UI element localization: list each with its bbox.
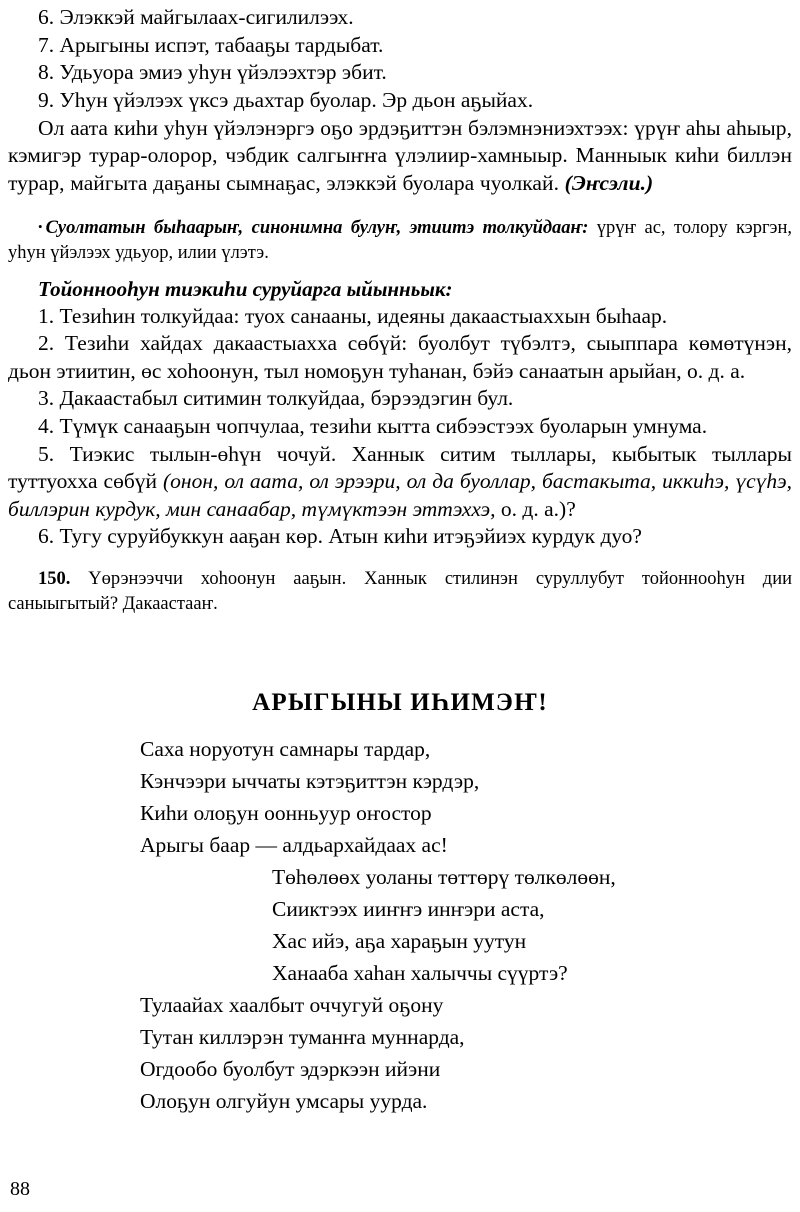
poem-line: Олоҕун олгуйун умсары уурда. — [140, 1088, 428, 1113]
list-item: 6. Элэккэй майгылаах-сигилилээх. — [38, 5, 354, 29]
instruction-item-1: 1. Тезиһин толкуйдаа: туох санааны, идеяны дакаастыаххын быһаар. — [38, 303, 668, 328]
poem-line: Арыгы баар — алдьархайдаах ас! — [140, 832, 448, 857]
section-heading: Тойоннооһун тиэкиһи суруйарга ыйынньык: — [38, 276, 453, 301]
poem-line: Тулаайах хаалбыт оччугуй оҕону — [140, 992, 444, 1017]
poem-line: Ханааба хаһан халыччы сүүртэ? — [272, 960, 568, 985]
poem-line: Тутан киллэрэн туманҥа муннарда, — [140, 1024, 465, 1049]
body-paragraph — [8, 115, 792, 198]
bullet-task-instruction: Суолтатын быһаарыҥ, синонимна булуҥ, этиитэ толкуйдааҥ: — [45, 217, 589, 238]
page-content — [8, 4, 792, 1117]
bullet-task-examples: үрүҥ ас, толору кэргэн, уһун үйэлээх удьуор, илии үлэтэ. — [8, 217, 792, 263]
spacer — [8, 617, 792, 659]
instruction-list — [8, 303, 792, 551]
top-numbered-list — [8, 4, 792, 115]
list-item: 9. Уһун үйэлээх үксэ дьахтар буолар. Эр дьон аҕыйах. — [38, 88, 534, 113]
poem-body — [8, 733, 792, 1117]
poem-line: Сииктээх ииҥҥэ инҥэри аста, — [272, 896, 545, 921]
poem-line: Киһи олоҕун оонньуур оҥостор — [140, 800, 432, 825]
body-paragraph-text: Ол аата киһи уһун үйэлэнэргэ оҕо эрдэҕиттэн бэлэмнэниэхтээх: үрүҥ аһы аһыыр, кэмигэр турар-олорор, чэбдик салгыҥҥа үлэлиир-хамныыр. Манныык киһи биллэн турар, майгыта даҕаны сымнаҕас, элэккэй буолара чуолкай. — [8, 115, 792, 195]
instruction-item-2: 2. Тезиһи хайдах дакаастыахха сөбүй: буолбут түбэлтэ, сыыппара көмөтүнэн, дьон этиитин, өс хоһоонун, тыл номоҕун туһанан, бэйэ санаатын арыйан, о. д. а. — [8, 331, 792, 383]
instruction-item-5 — [8, 441, 792, 524]
instruction-item-3: 3. Дакаастабыл ситимин толкуйдаа, бэрээдэгин бул. — [38, 386, 514, 411]
spacer — [8, 198, 792, 214]
bullet-task — [8, 214, 792, 266]
poem-line: Саха норуотун самнары тардар, — [140, 736, 431, 761]
instruction-item-5-italic: (онон, ол аата, ол эрээри, ол да буоллар, бастакыта, иккиһэ, үсүһэ, биллэрин курдук, мин санаабар, түмүктээн эттэххэ, — [8, 469, 792, 521]
spacer — [8, 659, 792, 689]
exercise-text: Үөрэнээччи хоһоонун ааҕын. Ханнык стилинэн суруллубут тойоннооһун дии саныыгытый? Дакаастааҥ. — [8, 568, 792, 614]
spacer — [8, 266, 792, 276]
instruction-item-4: 4. Түмүк санааҕын чопчулаа, тезиһи кытта сибээстээх буоларын умнума. — [38, 413, 708, 438]
poem-line: Огдообо буолбут эдэркээн ийэни — [140, 1056, 441, 1081]
exercise-number: 150. — [38, 568, 71, 589]
spacer — [8, 717, 792, 733]
page-number: 88 — [10, 1178, 30, 1200]
spacer — [8, 551, 792, 567]
instruction-item-5-prefix: 5. Тиэкис тылын-өһүн чочуй. Ханнык ситим тыллары, кыбытык тыллары туттуохха сөбүй — [8, 441, 792, 494]
poem-line: Хас ийэ, аҕа хараҕын уутун — [272, 928, 527, 953]
poem-title: АРЫГЫНЫ ИҺИМЭҤ! — [252, 688, 548, 716]
poem-line: Төһөлөөх уоланы төттөрү төлкөлөөн, — [272, 864, 616, 889]
exercise-150 — [8, 567, 792, 617]
bullet-icon: • — [38, 218, 43, 234]
instruction-item-6: 6. Тугу суруйбуккун ааҕан көр. Атын киһи итэҕэйиэх курдук дуо? — [38, 524, 642, 549]
body-paragraph-source: (Эҥсэли.) — [564, 171, 654, 195]
list-item: 7. Арыгыны испэт, табааҕы тардыбат. — [38, 32, 384, 57]
instruction-item-5-suffix: о. д. а.)? — [495, 496, 576, 521]
list-item: 8. Удьуора эмиэ уһун үйэлээхтэр эбит. — [38, 60, 387, 85]
poem-line: Кэнчээри ыччаты кэтэҕиттэн кэрдэр, — [140, 768, 480, 793]
